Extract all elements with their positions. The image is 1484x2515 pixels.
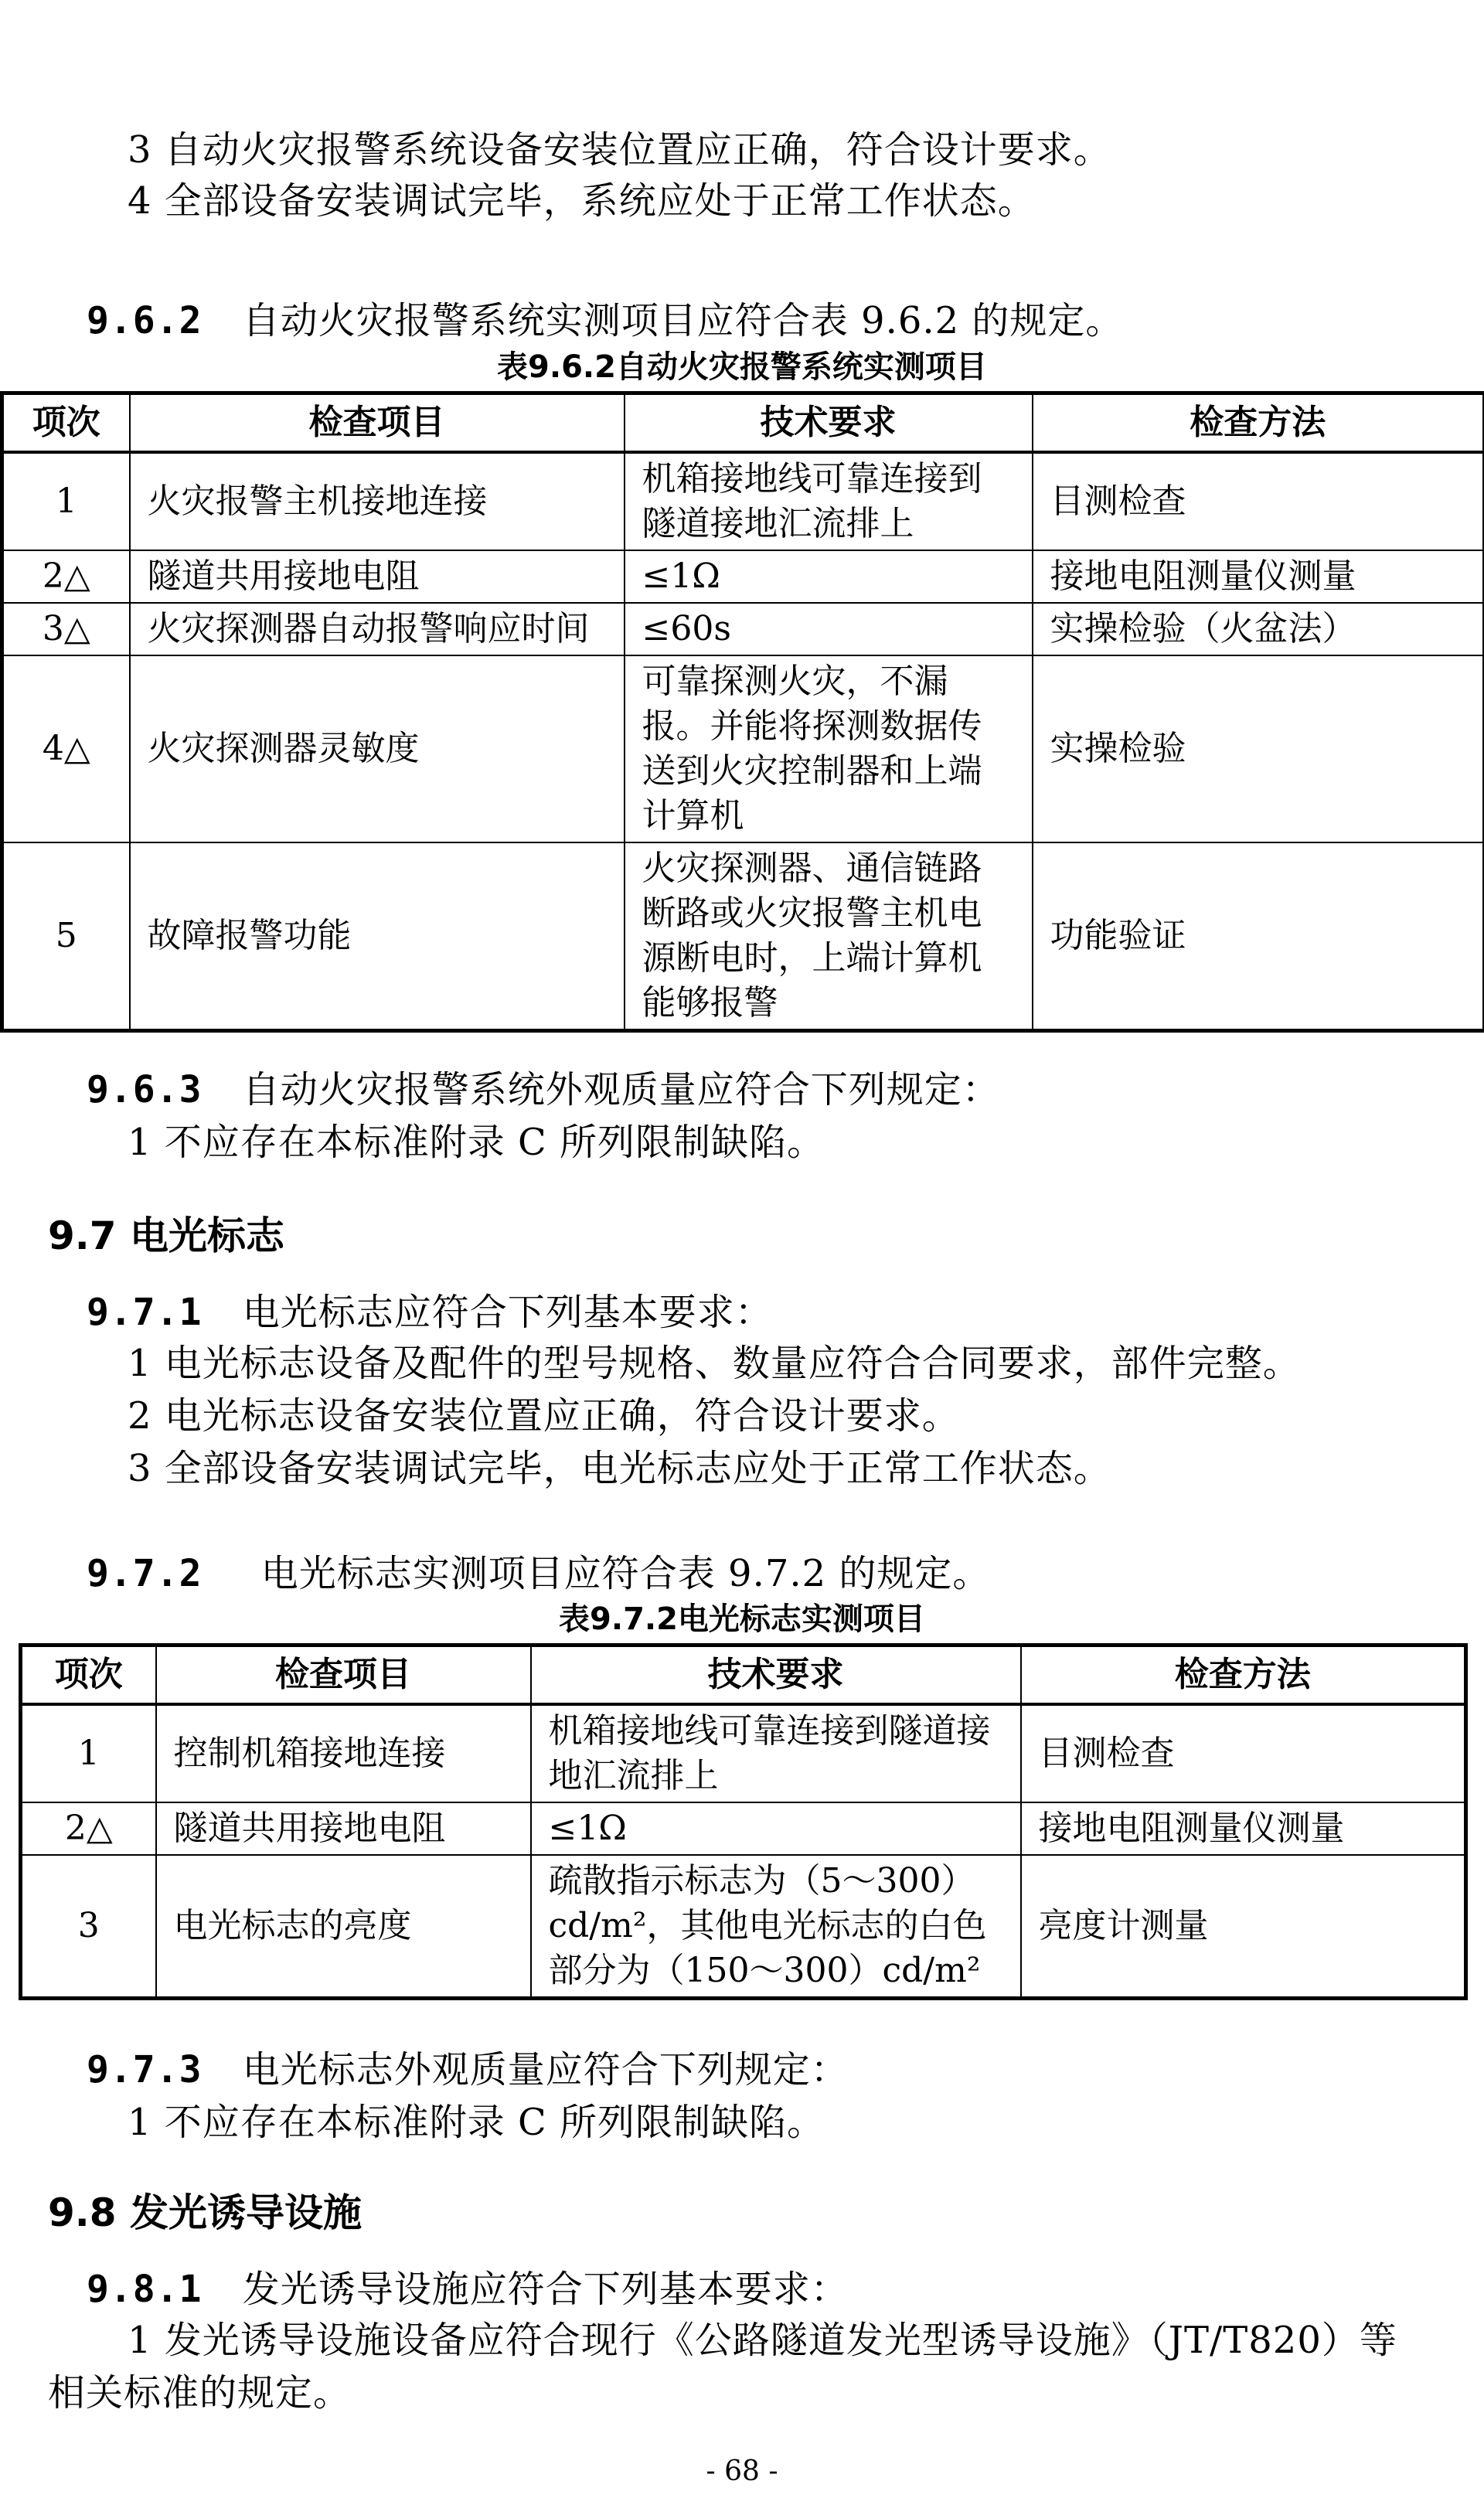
header-cell: 项次 — [21, 1645, 156, 1705]
table-cell: 5 — [2, 842, 130, 1031]
clause-9-7-2 — [87, 1550, 990, 1597]
table-cell: 实操检验 — [1033, 655, 1484, 842]
table-cell: 机箱接地线可靠连接到隧道接地汇流排上 — [531, 1704, 1021, 1802]
header-cell: 检查方法 — [1021, 1645, 1466, 1705]
table-cell: 1 — [21, 1704, 156, 1802]
table-row — [2, 550, 1484, 603]
clause-9-7-1 — [87, 1289, 773, 1336]
table-cell: 隧道共用接地电阻 — [130, 550, 625, 603]
table-cell: 3△ — [2, 603, 130, 655]
clause-text: 电光标志实测项目应符合表 9.7.2 的规定。 — [260, 1552, 991, 1595]
table-cell: 火灾报警主机接地连接 — [130, 452, 625, 550]
table-cell: 火灾探测器、通信链路断路或火灾报警主机电源断电时，上端计算机能够报警 — [625, 842, 1033, 1031]
clause-9-6-2 — [87, 298, 1123, 344]
header-cell: 项次 — [2, 393, 130, 453]
clause-text: 发光诱导设施应符合下列基本要求： — [242, 2268, 849, 2311]
table-cell: 可靠探测火灾，不漏报。并能将探测数据传送到火灾控制器和上端计算机 — [625, 655, 1033, 842]
clause-number: 9.6.3 — [87, 1068, 203, 1111]
table-cell: 亮度计测量 — [1021, 1855, 1466, 1999]
clause-text: 电光标志应符合下列基本要求： — [242, 1291, 773, 1334]
clause-text: 自动火灾报警系统外观质量应符合下列规定： — [242, 1068, 1000, 1111]
table-cell: 4△ — [2, 655, 130, 842]
item-9-6-3-1: 1 不应存在本标准附录 C 所列限制缺陷。 — [128, 1121, 825, 1164]
item-9-7-3-1: 1 不应存在本标准附录 C 所列限制缺陷。 — [128, 2101, 825, 2144]
table-cell: 电光标志的亮度 — [156, 1855, 531, 1999]
clause-number: 9.7.1 — [87, 1291, 203, 1334]
table-cell: 疏散指示标志为（5～300）cd/m²，其他电光标志的白色部分为（150～300）cd/m² — [531, 1855, 1021, 1999]
table-row — [21, 1704, 1466, 1802]
table-cell: 接地电阻测量仪测量 — [1021, 1802, 1466, 1855]
section-heading-9-8: 9.8 发光诱导设施 — [48, 2190, 362, 2235]
table-header-row — [2, 393, 1484, 453]
table-cell: ≤60s — [625, 603, 1033, 655]
table-caption: 表9.6.2自动火灾报警系统实测项目 — [497, 349, 987, 385]
table-cell: 1 — [2, 452, 130, 550]
table-row — [21, 1855, 1466, 1999]
table-row — [21, 1802, 1466, 1855]
intro-item-3: 3 自动火灾报警系统设备安装位置应正确，符合设计要求。 — [128, 128, 1111, 172]
item-9-7-1-3: 3 全部设备安装调试完毕，电光标志应处于正常工作状态。 — [128, 1447, 1111, 1490]
item-9-8-1-1-cont: 相关标准的规定。 — [48, 2371, 352, 2415]
table-row — [2, 603, 1484, 655]
clause-number: 9.7.2 — [87, 1552, 203, 1595]
item-9-7-1-2: 2 电光标志设备安装位置应正确，符合设计要求。 — [128, 1394, 960, 1438]
table-cell: 2△ — [2, 550, 130, 603]
header-cell: 检查方法 — [1033, 393, 1484, 453]
clause-number: 9.8.1 — [87, 2268, 203, 2311]
table-cell: 控制机箱接地连接 — [156, 1704, 531, 1802]
page-number: - 68 - — [706, 2455, 778, 2487]
table-cell: 目测检查 — [1021, 1704, 1466, 1802]
clause-9-7-3 — [87, 2047, 849, 2093]
table-cell: 隧道共用接地电阻 — [156, 1802, 531, 1855]
table-cell: ≤1Ω — [531, 1802, 1021, 1855]
table-cell: 3 — [21, 1855, 156, 1999]
clause-number: 9.6.2 — [87, 299, 203, 342]
table-row — [2, 655, 1484, 842]
section-heading-9-7: 9.7 电光标志 — [48, 1213, 284, 1258]
clause-number: 9.7.3 — [87, 2048, 203, 2091]
clause-9-8-1 — [87, 2266, 849, 2313]
table-cell: 机箱接地线可靠连接到隧道接地汇流排上 — [625, 452, 1033, 550]
header-cell: 技术要求 — [531, 1645, 1021, 1705]
clause-text: 自动火灾报警系统实测项目应符合表 9.6.2 的规定。 — [242, 299, 1124, 342]
table-cell: 目测检查 — [1033, 452, 1484, 550]
table-row — [2, 452, 1484, 550]
table-cell: 接地电阻测量仪测量 — [1033, 550, 1484, 603]
intro-item-4: 4 全部设备安装调试完毕，系统应处于正常工作状态。 — [128, 179, 1036, 223]
table-header-row — [21, 1645, 1466, 1705]
table-cell: 火灾探测器灵敏度 — [130, 655, 625, 842]
table-cell: ≤1Ω — [625, 550, 1033, 603]
clause-text: 电光标志外观质量应符合下列规定： — [242, 2048, 849, 2091]
table-cell: 2△ — [21, 1802, 156, 1855]
table-cell: 功能验证 — [1033, 842, 1484, 1031]
header-cell: 检查项目 — [156, 1645, 531, 1705]
item-9-8-1-1: 1 发光诱导设施设备应符合现行《公路隧道发光型诱导设施》（JT/T820）等 — [128, 2319, 1397, 2362]
table-row — [2, 842, 1484, 1031]
clause-9-6-3 — [87, 1067, 1000, 1113]
table-cell: 实操检验（火盆法） — [1033, 603, 1484, 655]
header-cell: 检查项目 — [130, 393, 625, 453]
table-9-6-2 — [0, 391, 1484, 1033]
table-caption: 表9.7.2电光标志实测项目 — [559, 1601, 925, 1637]
table-9-7-2 — [19, 1643, 1468, 2000]
item-9-7-1-1: 1 电光标志设备及配件的型号规格、数量应符合合同要求，部件完整。 — [128, 1342, 1301, 1385]
table-cell: 故障报警功能 — [130, 842, 625, 1031]
header-cell: 技术要求 — [625, 393, 1033, 453]
table-cell: 火灾探测器自动报警响应时间 — [130, 603, 625, 655]
